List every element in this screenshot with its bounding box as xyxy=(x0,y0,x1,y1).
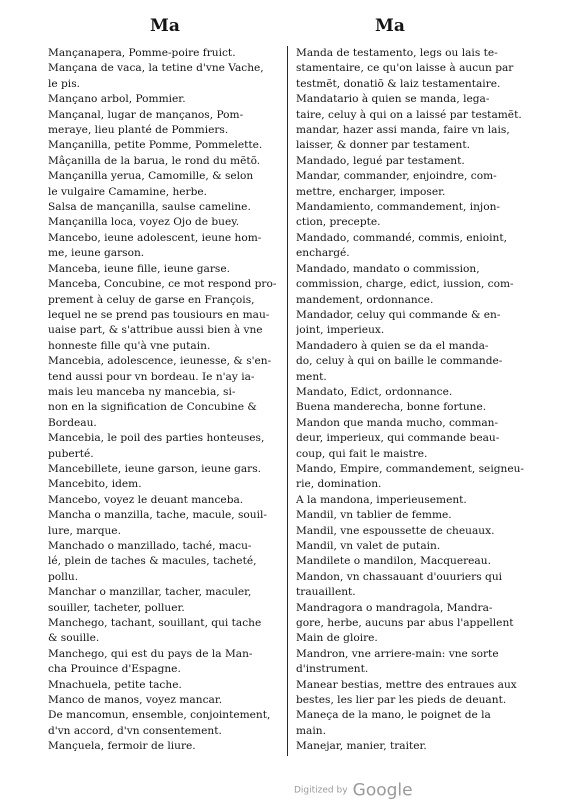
right-entry-line: Mandil, vn tablier de femme. xyxy=(296,509,452,522)
left-entry-line: le vulgaire Camamine, herbe. xyxy=(48,185,208,198)
left-entry-line: Mançanapera, Pomme-poire fruict. xyxy=(48,47,236,59)
left-entry-line: souiller, tacheter, polluer. xyxy=(48,601,185,614)
right-entry-line: Mandar, commander, enjoindre, com- xyxy=(296,170,497,183)
right-entry-line: Maneça de la mano, le poignet de la xyxy=(296,709,491,722)
left-entry-line: cha Prouince d'Espagne. xyxy=(48,663,181,676)
left-entry-line: Salsa de mançanilla, saulse cameline. xyxy=(48,201,251,214)
right-entry-line: mettre, encharger, imposer. xyxy=(296,185,446,198)
left-entry-line: Mancebo, voyez le deuant manceba. xyxy=(48,493,244,506)
left-entry-line: Mancebillete, ieune garson, ieune gars. xyxy=(48,462,262,475)
left-entry-line: meraye, lieu planté de Pommiers. xyxy=(48,124,229,137)
header-left: Ma xyxy=(150,16,180,36)
right-entry-line: mandar, hazer assi manda, faire vn lais, xyxy=(296,124,510,137)
left-entry-line: uaise part, & s'attribue aussi bien à vne xyxy=(48,324,263,337)
right-entry-line: joint, imperieux. xyxy=(296,324,385,337)
right-entry-line: testmẽt, donatiõ & laiz testamentaire. xyxy=(296,77,501,90)
left-entry-line: Mancebito, idem. xyxy=(48,478,142,491)
header-right: Ma xyxy=(375,16,405,36)
right-entry-line: coup, qui fait le maistre. xyxy=(296,447,428,460)
right-entry-line: Mandado, commandé, commis, enioint, xyxy=(296,231,507,244)
right-entry-line: A la mandona, imperieusement. xyxy=(296,493,467,506)
right-entry-line: Manejar, manier, traiter. xyxy=(296,740,427,753)
right-entry-line: Mandado, legué par testament. xyxy=(296,154,465,167)
left-entry-line: Mancebia, le poil des parties honteuses, xyxy=(48,432,265,445)
right-entry-line: Mandragora o mandragola, Mandra- xyxy=(296,601,493,614)
left-entry-line: d'vn accord, d'vn consentement. xyxy=(48,724,222,737)
right-entry-line: Mandon que manda mucho, comman- xyxy=(296,416,499,429)
digitized-watermark xyxy=(294,780,413,801)
left-entry-line: Manchego, qui est du pays de la Man- xyxy=(48,647,253,660)
right-entry-line: commission, charge, edict, iussion, com- xyxy=(296,278,514,291)
right-entry-line: Buena manderecha, bonne fortune. xyxy=(296,401,487,414)
right-entry-line: Mandamiento, commandement, injon- xyxy=(296,201,500,214)
right-entry-line: mandement, ordonnance. xyxy=(296,293,434,306)
left-entry-line: Mançanilla yerua, Camomille, & selon xyxy=(48,170,254,183)
right-entry-line: ment. xyxy=(296,370,327,383)
column-divider xyxy=(287,46,288,756)
right-entry-line: Mandon, vn chassauant d'ouuriers qui xyxy=(296,570,503,583)
left-entry-line: & souille. xyxy=(48,632,100,645)
left-entry-line: Mancebia, adolescence, ieunesse, & s'en- xyxy=(48,355,272,368)
right-column xyxy=(296,46,534,762)
right-entry-line: deur, imperieux, qui commande beau- xyxy=(296,432,500,445)
left-entry-line: lequel ne se prend pas tousiours en mau- xyxy=(48,308,270,321)
right-entry-line: d'instrument. xyxy=(296,663,369,676)
watermark-brand: Google xyxy=(352,780,413,801)
right-entry-line: Mandron, vne arriere-main: vne sorte xyxy=(296,647,499,660)
right-entry-line: gore, herbe, aucuns par abus l'appellent xyxy=(296,617,514,630)
right-entry-line: taire, celuy à qui on a laissé par testamẽt. xyxy=(296,108,522,121)
page-header xyxy=(0,12,570,38)
left-entry-line: Mançano arbol, Pommier. xyxy=(48,93,186,106)
left-entry-line: Mancebo, ieune adolescent, ieune hom- xyxy=(48,231,262,244)
left-entry-line: honneste fille qu'à vne putain. xyxy=(48,339,211,352)
right-entry-line: ction, precepte. xyxy=(296,216,381,229)
left-column xyxy=(48,46,284,762)
left-entry-line: Mançanilla, petite Pomme, Pommelette. xyxy=(48,139,263,152)
right-entry-line: Mandadero à quien se da el manda- xyxy=(296,339,489,352)
left-entry-line: Manceba, Concubine, ce mot respond pro- xyxy=(48,278,277,291)
left-entry-line: le pis. xyxy=(48,77,80,90)
left-entry-line: tend aussi pour vn bordeau. Ie n'ay ia- xyxy=(48,370,255,383)
right-entry-line: Mandador, celuy qui commande & en- xyxy=(296,308,501,321)
right-entry-line: Mando, Empire, commandement, seigneu- xyxy=(296,462,524,475)
watermark-prefix: Digitized by xyxy=(294,785,348,796)
right-entry-line: Manear bestias, mettre des entraues aux xyxy=(296,678,517,691)
left-entry-line: Manceba, ieune fille, ieune garse. xyxy=(48,262,230,275)
right-entry-line: trauaillent. xyxy=(296,586,356,599)
left-entry-line: pollu. xyxy=(48,570,79,583)
right-entry-line: Mandato, Edict, ordonnance. xyxy=(296,385,453,398)
left-entry-line: prement à celuy de garse en François, xyxy=(48,293,255,306)
left-entry-line: Bordeau. xyxy=(48,416,97,429)
right-entry-line: do, celuy à qui on baille le commande- xyxy=(296,355,503,368)
right-entry-line: Manda de testamento, legs ou lais te- xyxy=(296,47,498,59)
right-entry-line: Mandilete o mandilon, Macquereau. xyxy=(296,555,491,568)
left-entry-line: puberté. xyxy=(48,447,94,460)
left-entry-line: Manco de manos, voyez mancar. xyxy=(48,694,223,707)
left-entry-line: Mançuela, fermoir de liure. xyxy=(48,740,196,753)
right-entry-line: rie, domination. xyxy=(296,478,382,491)
right-entry-line: Mandado, mandato o commission, xyxy=(296,262,480,275)
left-entry-line: Manchar o manzillar, tacher, maculer, xyxy=(48,586,252,599)
left-entry-line: non en la signification de Concubine & xyxy=(48,401,257,414)
left-entry-line: Mancha o manzilla, tache, macule, souil- xyxy=(48,509,267,522)
right-entry-line: Mandil, vne espoussette de cheuaux. xyxy=(296,524,495,537)
right-entry-line: stamentaire, ce qu'on laisse à aucun par xyxy=(296,62,514,75)
right-entry-line: Mandil, vn valet de putain. xyxy=(296,540,441,552)
left-entry-line: lure, marque. xyxy=(48,524,121,537)
left-entry-line: Manchego, tachant, souillant, qui tache xyxy=(48,617,262,630)
left-entry-line: lé, plein de taches & macules, tacheté, xyxy=(48,555,257,568)
right-entry-line: Main de gloire. xyxy=(296,632,378,645)
left-entry-line: mais leu manceba ny mancebia, si- xyxy=(48,385,236,398)
left-entry-line: Mâçanilla de la barua, le rond du mẽtõ. xyxy=(48,154,261,167)
right-entry-line: Mandatario à quien se manda, lega- xyxy=(296,93,490,106)
left-entry-line: Mançanilla loca, voyez Ojo de buey. xyxy=(48,216,240,229)
right-entry-line: main. xyxy=(296,724,326,737)
left-entry-line: Mançana de vaca, la tetine d'vne Vache, xyxy=(48,62,264,75)
left-entry-line: Mançanal, lugar de mançanos, Pom- xyxy=(48,108,244,121)
left-entry-line: me, ieune garson. xyxy=(48,247,145,260)
left-entry-line: Manchado o manzillado, taché, macu- xyxy=(48,540,252,552)
left-entry-line: Mnachuela, petite tache. xyxy=(48,678,182,691)
left-entry-line: De mancomun, ensemble, conjointement, xyxy=(48,709,271,722)
right-entry-line: laisser, & donner par testament. xyxy=(296,139,470,152)
right-entry-line: enchargé. xyxy=(296,247,350,260)
right-entry-line: bestes, les lier par les pieds de deuant. xyxy=(296,694,507,707)
